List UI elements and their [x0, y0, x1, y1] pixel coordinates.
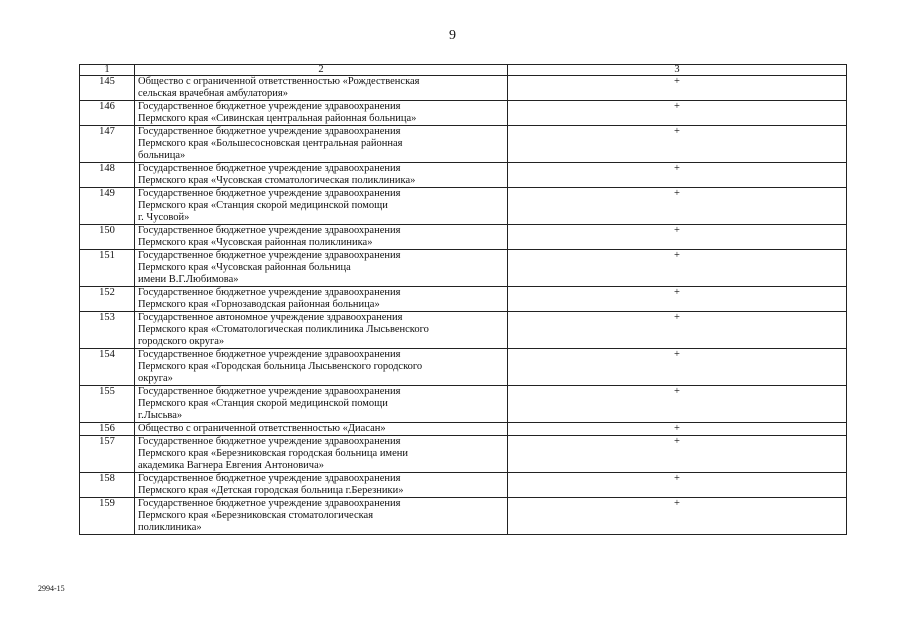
row-number: 154 — [80, 349, 135, 386]
row-number: 146 — [80, 101, 135, 126]
row-number: 151 — [80, 250, 135, 287]
table-row — [80, 76, 847, 101]
organization-name: Государственное бюджетное учреждение здравоохранения Пермского края «Чусовская районная больница имени В.Г.Любимова» — [135, 250, 508, 287]
table-row — [80, 498, 847, 535]
inclusion-mark: + — [508, 188, 847, 225]
medical-organizations-table — [79, 64, 847, 535]
table-row — [80, 287, 847, 312]
table-row — [80, 163, 847, 188]
organization-name: Государственное бюджетное учреждение здравоохранения Пермского края «Горнозаводская районная больница» — [135, 287, 508, 312]
row-number: 150 — [80, 225, 135, 250]
inclusion-mark: + — [508, 225, 847, 250]
table-row — [80, 312, 847, 349]
organization-name: Государственное бюджетное учреждение здравоохранения Пермского края «Чусовская стоматологическая поликлиника» — [135, 163, 508, 188]
inclusion-mark: + — [508, 386, 847, 423]
inclusion-mark: + — [508, 349, 847, 386]
organization-name: Государственное бюджетное учреждение здравоохранения Пермского края «Детская городская больница г.Березники» — [135, 473, 508, 498]
table-row — [80, 386, 847, 423]
row-number: 159 — [80, 498, 135, 535]
document-code: 2994-15 — [38, 584, 65, 593]
header-col-2: 2 — [135, 65, 508, 76]
inclusion-mark: + — [508, 436, 847, 473]
organization-name: Государственное бюджетное учреждение здравоохранения Пермского края «Чусовская районная поликлиника» — [135, 225, 508, 250]
inclusion-mark: + — [508, 423, 847, 436]
organization-name: Общество с ограниченной ответственностью «Диасан» — [135, 423, 508, 436]
inclusion-mark: + — [508, 101, 847, 126]
organization-name: Государственное бюджетное учреждение здравоохранения Пермского края «Большесосновская центральная районная больница» — [135, 126, 508, 163]
row-number: 153 — [80, 312, 135, 349]
inclusion-mark: + — [508, 312, 847, 349]
inclusion-mark: + — [508, 287, 847, 312]
table-row — [80, 423, 847, 436]
table-row — [80, 436, 847, 473]
row-number: 158 — [80, 473, 135, 498]
row-number: 148 — [80, 163, 135, 188]
table-row — [80, 473, 847, 498]
organization-name: Общество с ограниченной ответственностью «Рождественская сельская врачебная амбулатория» — [135, 76, 508, 101]
header-col-3: 3 — [508, 65, 847, 76]
organization-name: Государственное бюджетное учреждение здравоохранения Пермского края «Городская больница Лысьвенского городского округа» — [135, 349, 508, 386]
table-row — [80, 126, 847, 163]
inclusion-mark: + — [508, 163, 847, 188]
inclusion-mark: + — [508, 76, 847, 101]
row-number: 157 — [80, 436, 135, 473]
organization-name: Государственное бюджетное учреждение здравоохранения Пермского края «Станция скорой медицинской помощи г. Чусовой» — [135, 188, 508, 225]
organization-name: Государственное бюджетное учреждение здравоохранения Пермского края «Сивинская центральная районная больница» — [135, 101, 508, 126]
row-number: 149 — [80, 188, 135, 225]
organization-name: Государственное бюджетное учреждение здравоохранения Пермского края «Березниковская городская больница имени академика Вагнера Евгения Антоновича» — [135, 436, 508, 473]
inclusion-mark: + — [508, 250, 847, 287]
organization-name: Государственное бюджетное учреждение здравоохранения Пермского края «Станция скорой медицинской помощи г.Лысьва» — [135, 386, 508, 423]
header-col-1: 1 — [80, 65, 135, 76]
page-number: 9 — [449, 28, 456, 43]
row-number: 145 — [80, 76, 135, 101]
table-row — [80, 250, 847, 287]
row-number: 152 — [80, 287, 135, 312]
table-row — [80, 349, 847, 386]
row-number: 155 — [80, 386, 135, 423]
inclusion-mark: + — [508, 126, 847, 163]
inclusion-mark: + — [508, 498, 847, 535]
table-row — [80, 101, 847, 126]
table-row — [80, 225, 847, 250]
organization-name: Государственное бюджетное учреждение здравоохранения Пермского края «Березниковская стоматологическая поликлиника» — [135, 498, 508, 535]
table-row — [80, 188, 847, 225]
row-number: 147 — [80, 126, 135, 163]
inclusion-mark: + — [508, 473, 847, 498]
table-header-row — [80, 65, 847, 76]
organization-name: Государственное автономное учреждение здравоохранения Пермского края «Стоматологическая поликлиника Лысьвенского городского округа» — [135, 312, 508, 349]
row-number: 156 — [80, 423, 135, 436]
